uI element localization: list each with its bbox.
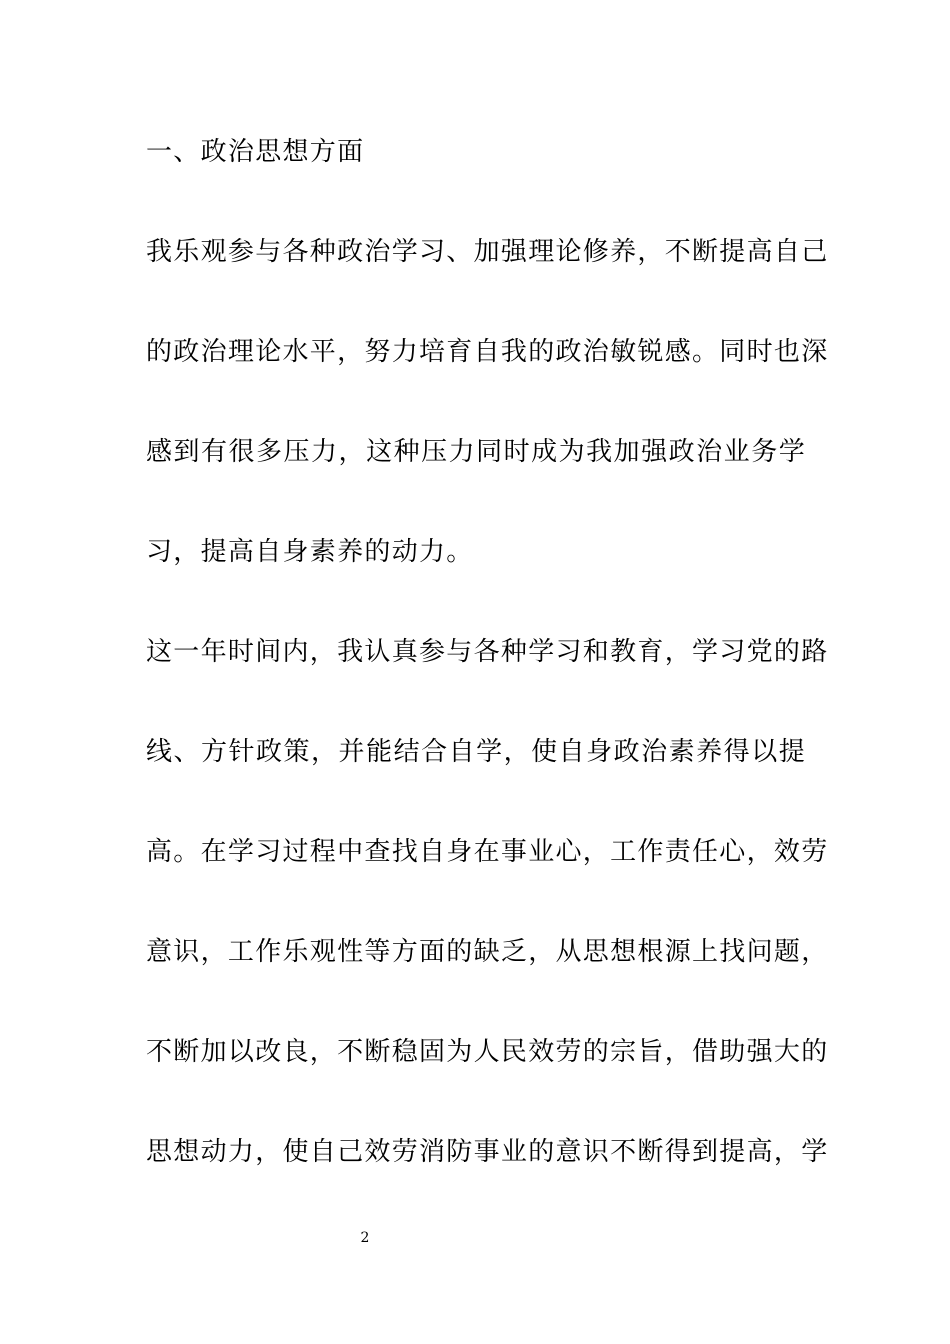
paragraph-2-line-2: 线、方针政策，并能结合自学，使自身政治素养得以提 [146, 737, 806, 767]
section-heading: 一、政治思想方面 [146, 137, 365, 167]
paragraph-1-line-2: 的政治理论水平，努力培育自我的政治敏锐感。同时也深 [146, 337, 829, 367]
paragraph-1-line-1: 我乐观参与各种政治学习、加强理论修养，不断提高自己 [146, 237, 829, 267]
paragraph-1-line-4: 习，提高自身素养的动力。 [146, 537, 474, 567]
paragraph-2-line-1: 这一年时间内，我认真参与各种学习和教育，学习党的路 [146, 637, 829, 667]
paragraph-2-line-3: 高。在学习过程中查找自身在事业心，工作责任心，效劳 [146, 837, 829, 867]
paragraph-1-line-3: 感到有很多压力，这种压力同时成为我加强政治业务学 [146, 437, 806, 467]
paragraph-2-line-6: 思想动力，使自己效劳消防事业的意识不断得到提高，学 [146, 1137, 829, 1167]
paragraph-2-line-5: 不断加以改良，不断稳固为人民效劳的宗旨，借助强大的 [146, 1037, 829, 1067]
paragraph-2-line-4: 意识，工作乐观性等方面的缺乏，从思想根源上找问题， [146, 937, 829, 967]
page-number: 2 [360, 1230, 370, 1246]
